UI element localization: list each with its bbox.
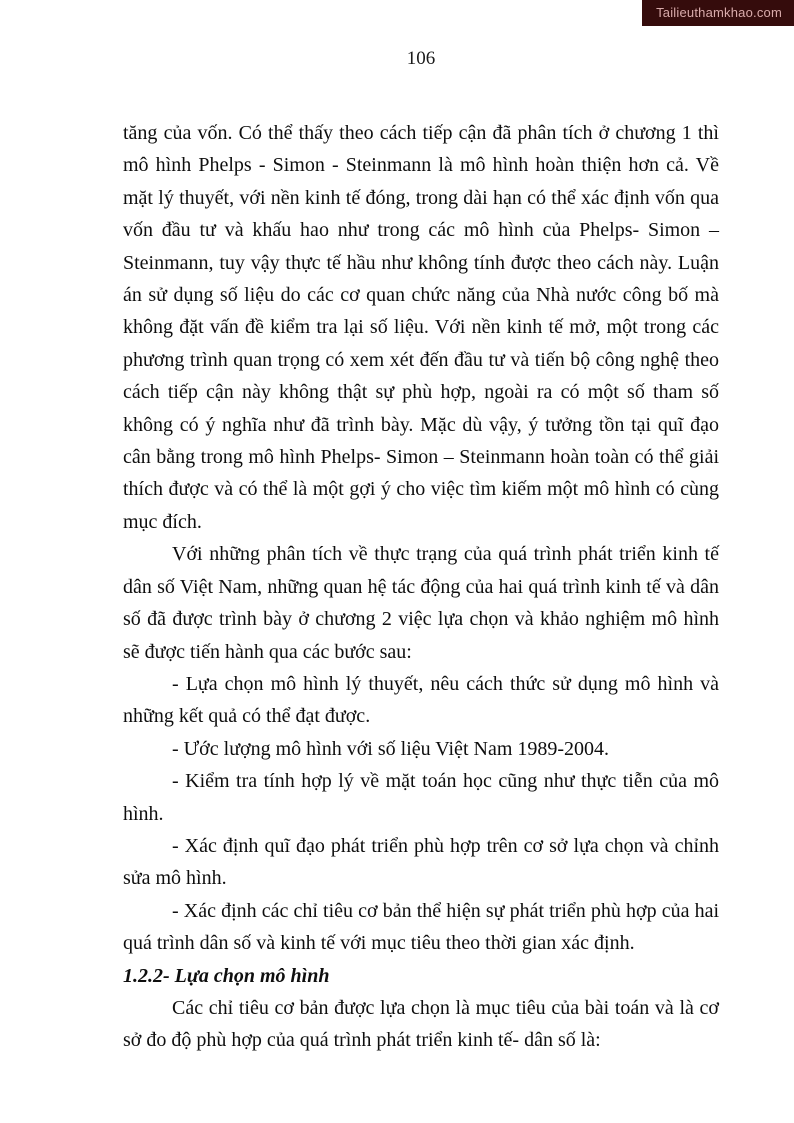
body-paragraph: Các chỉ tiêu cơ bản được lựa chọn là mục tiêu của bài toán và là cơ sở đo độ phù hợp của quá trình phát triển kinh tế- dân số là: [123, 996, 719, 1052]
page-content [123, 117, 719, 1057]
section-heading: 1.2.2- Lựa chọn mô hình [123, 964, 330, 987]
body-paragraph: Với những phân tích về thực trạng của quá trình phát triển kinh tế dân số Việt Nam, những quan hệ tác động của hai quá trình kinh tế và dân số đã được trình bày ở chương 2 việc lựa chọn và khảo nghiệm mô hình sẽ được tiến hành qua các bước sau: [123, 543, 719, 663]
list-item: - Kiểm tra tính hợp lý về mặt toán học cũng như thực tiễn của mô hình. [123, 770, 719, 825]
list-item: - Lựa chọn mô hình lý thuyết, nêu cách thức sử dụng mô hình và những kết quả có thể đạt được. [123, 672, 719, 728]
body-paragraph: tăng của vốn. Có thể thấy theo cách tiếp cận đã phân tích ở chương 1 thì mô hình Phelps - Simon - Steinmann là mô hình hoàn thiện hơn cả. Về mặt lý thuyết, với nền kinh tế đóng, trong dài hạn có thể xác định vốn qua vốn đầu tư và khấu hao như trong các mô hình của Phelps- Simon – Steinmann, tuy vậy thực tế hầu như không tính được theo cách này. Luận án sử dụng số liệu do các cơ quan chức năng của Nhà nước công bố mà không đặt vấn đề kiểm tra lại số liệu. Với nền kinh tế mở, một trong các phương trình quan trọng có xem xét đến đầu tư và tiến bộ công nghệ theo cách tiếp cận này không thật sự phù hợp, ngoài ra có một số tham số không có ý nghĩa như đã trình bày. Mặc dù vậy, ý tưởng tồn tại quĩ đạo cân bằng trong mô hình Phelps- Simon – Steinmann hoàn toàn có thể giải thích được và có thể là một gợi ý cho việc tìm kiếm một mô hình có cùng mục đích. [123, 122, 719, 533]
watermark-label: Tailieuthamkhao.com [642, 0, 794, 26]
list-item: - Xác định các chỉ tiêu cơ bản thể hiện sự phát triển phù hợp của hai quá trình dân số và kinh tế với mục tiêu theo thời gian xác định. [123, 899, 719, 955]
page-number: 106 [406, 48, 436, 69]
list-item: - Ước lượng mô hình với số liệu Việt Nam 1989-2004. [172, 737, 610, 760]
list-item: - Xác định quĩ đạo phát triển phù hợp trên cơ sở lựa chọn và chỉnh sửa mô hình. [123, 834, 719, 890]
